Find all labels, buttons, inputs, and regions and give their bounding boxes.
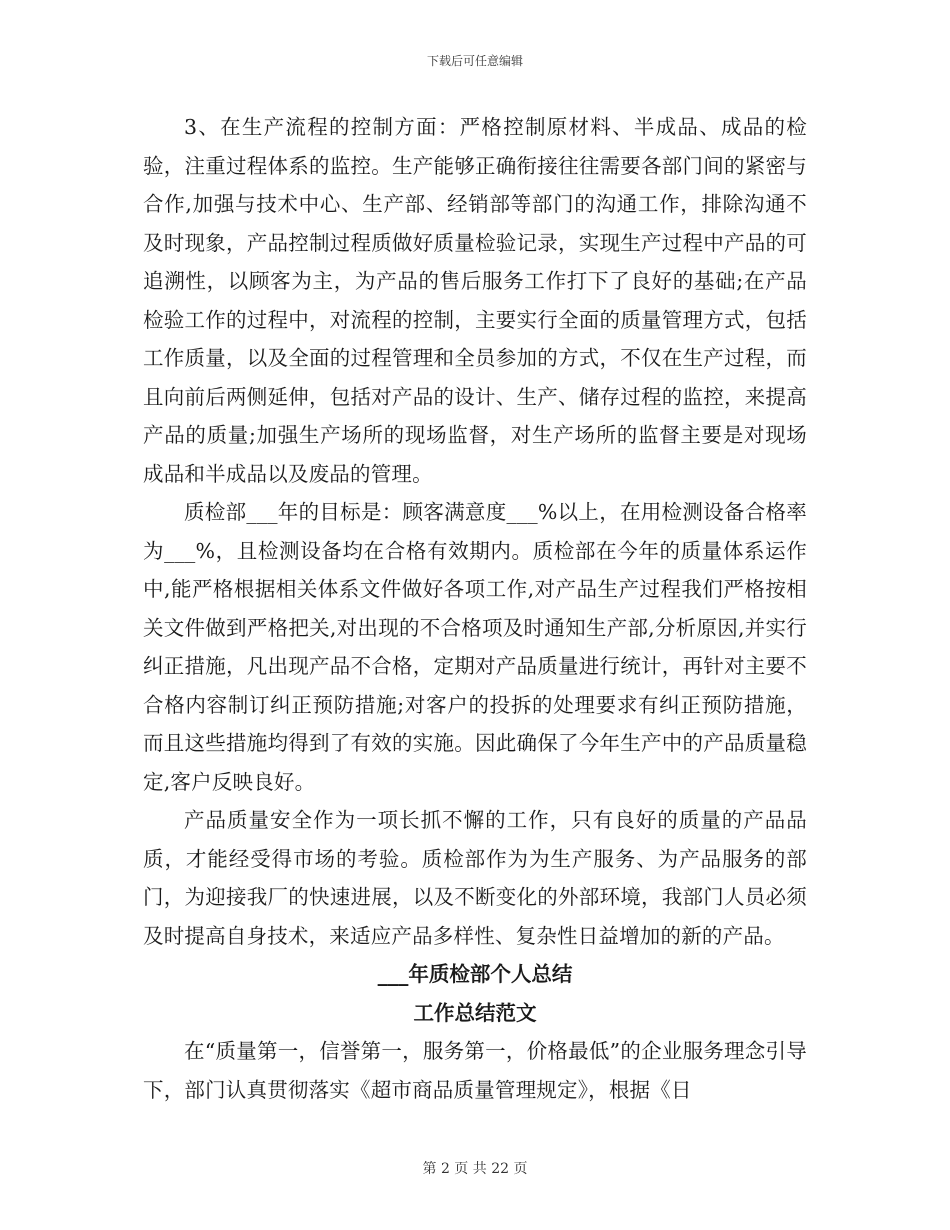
page-number: 第 2 页 共 22 页 — [422, 1161, 528, 1177]
paragraph-production-control: 3、在生产流程的控制方面：严格控制原材料、半成品、成品的检验，注重过程体系的监控。生产能够正确衔接往往需要各部门间的紧密与合作,加强与技术中心、生产部、经销部等部门的沟通工作，排除沟通不及时现象，产品控制过程质做好质量检验记录，实现生产过程中产品的可追溯性，以顾客为主，为产品的售后服务工作打下了良好的基础;在产品检验工作的过程中，对流程的控制，主要实行全面的质量管理方式，包括工作质量，以及全面的过程管理和全员参加的方式，不仅在生产过程，而且向前后两侧延伸，包括对产品的设计、生产、储存过程的监控，来提高产品的质量;加强生产场所的现场监督，对生产场所的监督主要是对现场成品和半成品以及废品的管理。 — [143, 115, 807, 486]
paragraph-quality-safety: 产品质量安全作为一项长抓不懈的工作，只有良好的质量的产品品质，才能经受得市场的考验。质检部作为为生产服务、为产品服务的部门，为迎接我厂的快速进展，以及不断变化的外部环境，我部门人员必须及时提高自身技术，来适应产品多样性、复杂性日益增加的新的产品。 — [143, 808, 807, 948]
page-header: 下载后可任意编辑 — [426, 54, 523, 68]
section-heading: ___年质检部个人总结 — [377, 962, 573, 986]
paragraph-service-philosophy: 在“质量第一，信誉第一，服务第一，价格最低”的企业服务理念引导下，部门认真贯彻落实《超市商品质量管理规定》，根据《日 — [143, 1039, 807, 1102]
section-subheading: 工作总结范文 — [413, 1000, 537, 1025]
document-body — [143, 108, 807, 1109]
paragraph-annual-goals: 质检部___年的目标是：顾客满意度___%以上，在用检测设备合格率为___%，且检测设备均在合格有效期内。质检部在今年的质量体系运作中,能严格根据相关体系文件做好各项工作,对产品生产过程我们严格按相关文件做到严格把关,对出现的不合格项及时通知生产部,分析原因,并实行纠正措施，凡出现产品不合格，定期对产品质量进行统计，再针对主要不合格内容制订纠正预防措施;对客户的投拆的处理要求有纠正预防措施，而且这些措施均得到了有效的实施。因此确保了今年生产中的产品质量稳定,客户反映良好。 — [143, 500, 807, 794]
